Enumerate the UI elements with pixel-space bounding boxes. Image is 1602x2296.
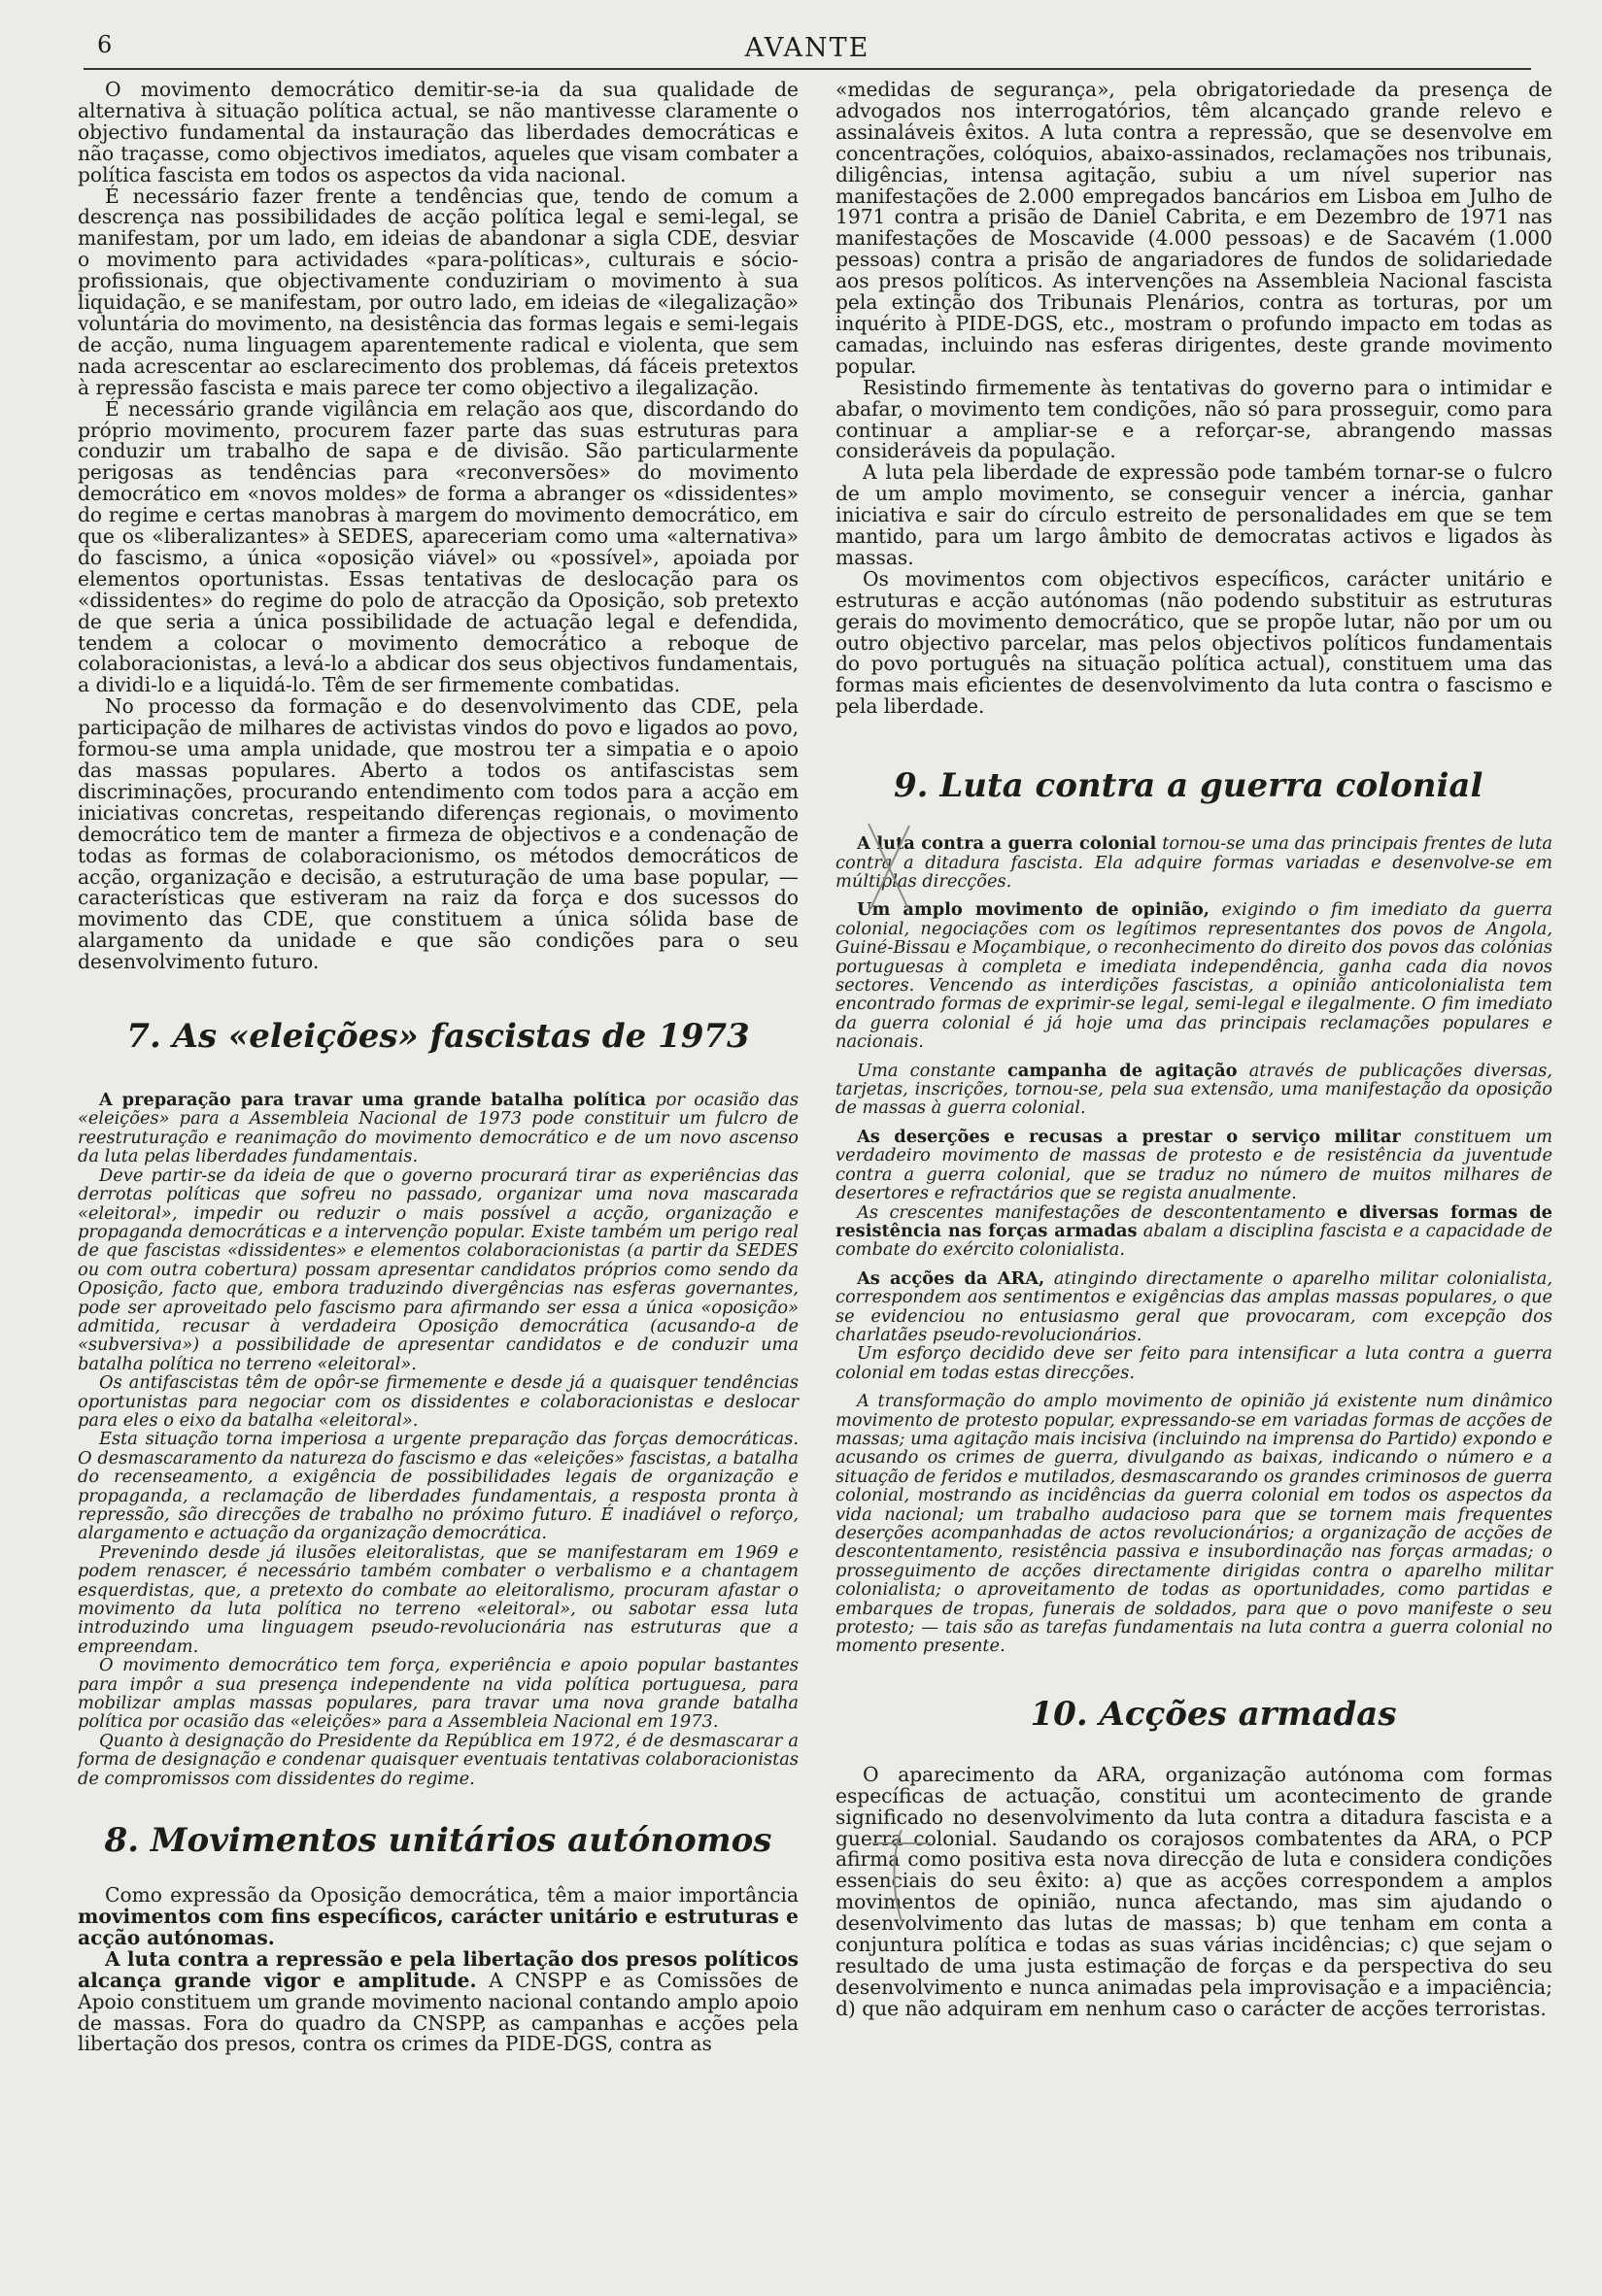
p1-bold: movimentos com fins específicos, carácter unitário e estruturas e acção autónomas.	[78, 1905, 799, 1949]
s9-item	[835, 1062, 1552, 1118]
section-9-text	[835, 834, 1552, 1656]
s9-item-bold: Um amplo movimento de opinião,	[857, 899, 1210, 921]
paragraph: Os antifascistas têm de opôr-se firmemente e desde já a quaisquer tendências oportunistas para negociar com os dissidentes e colaboracionistas e deslocar para eles o eixo da batalha «eleitoral».	[78, 1372, 799, 1431]
paragraph: «medidas de segurança», pela obrigatoriedade da presença de advogados nos interrogatórios, têm alcançado grande relevo e assinaláveis êxitos. A luta contra a repressão, que se desenvolve em concentrações, colóquios, abaixo-assinados, reclamações nos tribunais, diligências, intensa agitação, subiu a um nível superior nas manifestações de 2.000 empregados bancários em Lisboa em Julho de 1971 contra a prisão de Daniel Cabrita, e em Dezembro de 1971 nas manifestações de Moscavide (4.000 pessoas) e de Sacavém (1.000 pessoas) contra a prisão de angariadores de fundos de solidariedade aos presos políticos. As intervenções na Assembleia Nacional fascista pela extinção dos Tribunais Plenários, contra as torturas, por um inquérito à PIDE-DGS, etc., mostram o profundo impacto em todas as camadas, incluindo nas esferas dirigentes, deste grande movimento popular.	[835, 78, 1552, 378]
p2-bold: A luta contra a repressão e pela libertação dos presos políticos alcança grande vigor e amplitude.	[78, 1946, 799, 1992]
s9-item-bold: As deserções e recusas a prestar o serviço militar	[857, 1126, 1401, 1147]
paragraph: Um esforço decidido deve ser feito para intensificar a luta contra a guerra colonial em todas estas direcções.	[835, 1343, 1552, 1383]
section-7-text	[78, 1091, 799, 1788]
section-10-text	[835, 1762, 1552, 2020]
s9-item	[835, 1203, 1552, 1260]
lead-bold: A preparação para travar uma grande batalha política	[99, 1090, 647, 1111]
s9-item-bold: campanha de agitação	[1007, 1060, 1238, 1081]
s9-item-rest: constituem um verdadeiro movimento de massas de protesto e de resistência da juventude contra a guerra colonial, que se traduz no número de muitos milhares de desertores e refractários que se regista anualmente.	[835, 1126, 1553, 1204]
s9-item-bold: A luta contra a guerra colonial	[857, 833, 1157, 855]
s9-item	[835, 900, 1552, 1051]
p1-plain: Como expressão da Oposição democrática, têm a maior importância	[105, 1883, 799, 1908]
masthead: AVANTE	[744, 33, 870, 63]
p2-rest: A CNSPP e as Comissões de Apoio constituem um grande movimento nacional contando amplo apoio de massas. Fora do quadro da CNSPP, as campanhas e acções pela libertação dos presos, contra os crimes da PIDE-DGS, contra as	[78, 1968, 799, 2056]
paragraph: Quanto à designação do Presidente da República em 1972, é de desmascarar a forma de designação e condenar quaisquer eventuais tentativas colaboracionistas de compromissos com dissidentes do regime.	[78, 1730, 799, 1789]
s9-item-pre: Uma constante	[857, 1060, 1008, 1081]
section-10-heading: 10. Acções armadas	[1030, 1694, 1397, 1734]
s9-item-bold: As acções da ARA,	[857, 1267, 1045, 1289]
right-column	[835, 80, 1552, 2020]
s9-item-bold: e diversas formas de resistência nas forças armadas	[835, 1201, 1552, 1241]
s9-item-rest: atingindo directamente o aparelho militar colonialista, correspondem aos sentimentos e exigências das amplas massas populares, o que se evidenciou no entusiasmo geral que provocaram, com excepção dos charlatães pseudo-revolucionários.	[835, 1267, 1552, 1345]
s9-item-rest: exigindo o fim imediato da guerra colonial, negociações com os legítimos representantes dos povos de Angola, Guiné-Bissau e Moçambique, o reconhecimento do direito dos povos das colónias portuguesas à completa e imediata independência, ganha cada dia novos sectores. Vencendo as interdições fascistas, a opinião anticolonialista tem encontrado formas de exprimir-se legal, semi-legal e ilegalmente. O fim imediato da guerra colonial é já hoje uma das principais reclamações populares e nacionais.	[835, 899, 1552, 1053]
s9-item	[835, 834, 1552, 891]
section-7-heading: 7. As «eleições» fascistas de 1973	[126, 1017, 750, 1057]
section-7-lead	[78, 1091, 799, 1166]
paragraph: É necessário grande vigilância em relação aos que, discordando do próprio movimento, procurem fazer parte das suas estruturas para conduzir um trabalho de sapa e de divisão. São particularmente perigosas as tendências para «reconversões» do movimento democrático em «novos moldes» de forma a abranger os «dissidentes» do regime e certas manobras à margem do movimento democrático, em que os «liberalizantes» à SEDES, apareceriam como uma «alternativa» do fascismo, a única «oposição viável» ou «possível», apoiada por elementos oportunistas. Essas tentativas de deslocação para os «dissidentes» do regime do polo de atracção da Oposição, sob pretexto de que seria a única possibilidade de actuação legal e defendida, tendem a colocar o movimento democrático a reboque de colaboracionistas, a levá-lo a abdicar dos seus objectivos fundamentais, a dividi-lo e a liquidá-lo. Têm de ser firmemente combatidas.	[78, 396, 799, 697]
s9-item-pre: As crescentes manifestações de descontentamento	[857, 1201, 1337, 1223]
paragraph: A luta pela liberdade de expressão pode também tornar-se o fulcro de um amplo movimento, se conseguir vencer a inércia, ganhar iniciativa e sair do círculo estreito de personalidades em que se tem mantido, para um largo âmbito de democratas activos e ligados às massas.	[835, 460, 1552, 569]
pencil-cross-mark-icon	[861, 816, 919, 923]
paragraph	[78, 1885, 799, 1949]
paragraph: O movimento democrático tem força, experiência e apoio popular bastantes para impôr a sua presença independente na vida política portuguesa, para mobilizar amplas massas populares, para travar uma nova grande batalha política por ocasião das «eleições» para a Assembleia Nacional em 1973.	[78, 1655, 799, 1733]
paragraph: É necessário fazer frente a tendências que, tendo de comum a descrença nas possibilidades de acção política legal e semi-legal, se manifestam, por um lado, em ideias de abandonar a sigla CDE, desviar o movimento para actividades «para-políticas», culturais e sócio-profissionais, que objectivamente conduziriam o movimento à sua liquidação, e se manifestam, por outro lado, em ideias de «ilegalização» voluntária do movimento, na desistência das formas legais e semi-legais de acção, numa linguagem aparentemente radical e violenta, que sem nada acrescentar ao esclarecimento dos problemas, dá fáceis pretextos à repressão fascista e mais parece ter como objectivo a ilegalização.	[78, 184, 799, 399]
paragraph: O aparecimento da ARA, organização autónoma com formas específicas de actuação, constitui um acontecimento de grande significado no desenvolvimento da luta contra a ditadura fascista e a guerra colonial. Saudando os corajosos combatentes da ARA, o PCP afirma como positiva esta nova direcção de luta e considera condições essenciais do seu êxito: a) que as acções correspondem a amplos movimentos de opinião, nunca afectando, mas sim ajudando o desenvolvimento das lutas de massas; b) que tenham em conta a conjuntura política e todas as suas várias incidências; c) que sejam o resultado de uma justa estimação de forças e da perspectiva do seu desenvolvimento e nunca animadas pela improvisação e a impaciência; d) que não adquiram em nenhum caso o carácter de acções terroristas.	[835, 1762, 1552, 2020]
paragraph: A transformação do amplo movimento de opinião já existente num dinâmico movimento de protesto popular, expressando-se em variadas formas de acções de massas; uma agitação mais incisiva (incluindo na imprensa do Partido) expondo e acusando os crimes de guerra, divulgando as baixas, indicando o número e a situação de feridos e mutilados, desmascarando os grandes criminosos de guerra colonial, mostrando as incidências da guerra colonial em todos os aspectos da vida nacional; um trabalho audacioso para que se tornem mais frequentes deserções acompanhadas de actos revolucionários; a organização de acções de descontentamento, resistência passiva e insubordinação nas forças armadas; o prosseguimento de acções directamente dirigidas contra o aparelho militar colonialista; o aproveitamento de todas as oportunidades, como partidas e embarques de tropas, funerais de soldados, para que o povo manifeste o seu protesto; — tais são as tarefas fundamentais na luta contra a guerra colonial no momento presente.	[835, 1391, 1552, 1657]
s9-item-rest: através de publicações diversas, tarjetas, inscrições, tornou-se, pela sua extensão, uma manifestação da oposição de massas à guerra colonial.	[835, 1060, 1552, 1119]
section-9-heading: 9. Luta contra a guerra colonial	[894, 766, 1483, 806]
page-header	[84, 29, 1531, 70]
section-8-text	[78, 1885, 799, 2055]
section-8-heading: 8. Movimentos unitários autónomos	[104, 1821, 772, 1861]
s9-item	[835, 1128, 1552, 1203]
paragraph: Prevenindo desde já ilusões eleitoralistas, que se manifestaram em 1969 e podem renascer, é necessário também combater o verbalismo e a chantagem esquerdistas, que, a pretexto do combate ao eleitoralismo, procuram afastar o movimento da luta política no terreno «eleitoral», ou sabotar essa luta introduzindo uma linguagem pseudo-revolucionária nas estruturas que a empreendam.	[78, 1541, 799, 1657]
left-intro-text	[78, 80, 799, 973]
paragraph: O movimento democrático demitir-se-ia da sua qualidade de alternativa à situação política actual, se não mantivesse claramente o objectivo fundamental da instauração das liberdades democráticas e não traçasse, como objectivos imediatos, aqueles que visam combater a política fascista em todos os aspectos da vida nacional.	[78, 78, 799, 186]
paragraph: No processo da formação e do desenvolvimento das CDE, pela participação de milhares de activistas vindos do povo e ligados ao povo, formou-se uma ampla unidade, que mostrou ter a simpatia e o apoio das massas populares. Aberto a todos os antifascistas sem discriminações, procurando entendimento com todos para a acção em iniciativas concretas, respeitando diferenças regionais, o movimento democrático tem de manter a firmeza de objectivos e a condenação de todas as formas de colaboracionismo, os métodos democráticos de acção, organização e decisão, a estruturação de uma base popular, — características que estiveram na raiz da força e dos sucessos do movimento das CDE, que constituem a única sólida base de alargamento da unidade e que são condições para o seu desenvolvimento futuro.	[78, 694, 799, 974]
page-number: 6	[97, 31, 113, 58]
right-intro-text	[835, 80, 1552, 718]
paragraph: Deve partir-se da ideia de que o governo procurará tirar as experiências das derrotas políticas que sofreu no passado, organizar uma nova mascarada «eleitoral», impedir ou reduzir o mais possível a acção, organização e propaganda democráticas e a intervenção popular. Existe também um perigo real de que fascistas «dissidentes» e elementos colaboracionistas (a partir da SEDES ou com outra cobertura) possam apresentar candidatos próprios como sendo da Oposição, facto que, embora traduzindo divergências nas esferas governantes, pode ser aproveitado pelo fascismo para afirmando ser essa a única «oposição» admitida, recusar à verdadeira Oposição democrática (acusando-a de «subversiva») a possibilidade de apresentar candidatos e de conduzir uma batalha política no terreno «eleitoral».	[78, 1165, 799, 1374]
lead-rest: por ocasião das «eleições» para a Assembleia Nacional de 1973 pode constituir um fulcro de reestruturação e reanimação do movimento democrático e de um novo ascenso da luta pelas liberdades fundamentais.	[78, 1090, 799, 1167]
paragraph: Esta situação torna imperiosa a urgente preparação das forças democráticas. O desmascaramento da natureza do fascismo e das «eleições» fascistas, a batalha do recenseamento, a exigência de possibilidades legais de organização e propaganda, a reclamação de liberdades fundamentais, a resposta pronta à repressão, são direcções de trabalho no próximo futuro. É inadiável o reforço, alargamento e actuação da organização democrática.	[78, 1429, 799, 1544]
left-column	[78, 80, 799, 2055]
paragraph: Resistindo firmemente às tentativas do governo para o intimidar e abafar, o movimento tem condições, não só para prosseguir, como para continuar a ampliar-se e a reforçar-se, abrangendo massas consideráveis da população.	[835, 375, 1552, 463]
pencil-bracket-mark-icon	[863, 1824, 940, 1931]
s9-item-rest: abalam a disciplina fascista e a capacidade de combate do exército colonialista.	[835, 1220, 1552, 1261]
paragraph: Os movimentos com objectivos específicos, carácter unitário e estruturas e acção autónomas (não podendo substituir as estruturas gerais do movimento democrático, que se propõe lutar, não por um ou outro objectivo parcelar, mas pelos objectivos políticos fundamentais do povo português na situação política actual), constituem uma das formas mais eficientes de desenvolvimento da luta contra o fascismo e pela liberdade.	[835, 566, 1552, 719]
s9-item-rest: tornou-se uma das principais frentes de luta contra a ditadura fascista. Ela adquire formas variadas e desenvolve-se em múltiplas direcções.	[835, 833, 1552, 892]
s9-item	[835, 1269, 1552, 1345]
paragraph	[78, 1946, 799, 2056]
